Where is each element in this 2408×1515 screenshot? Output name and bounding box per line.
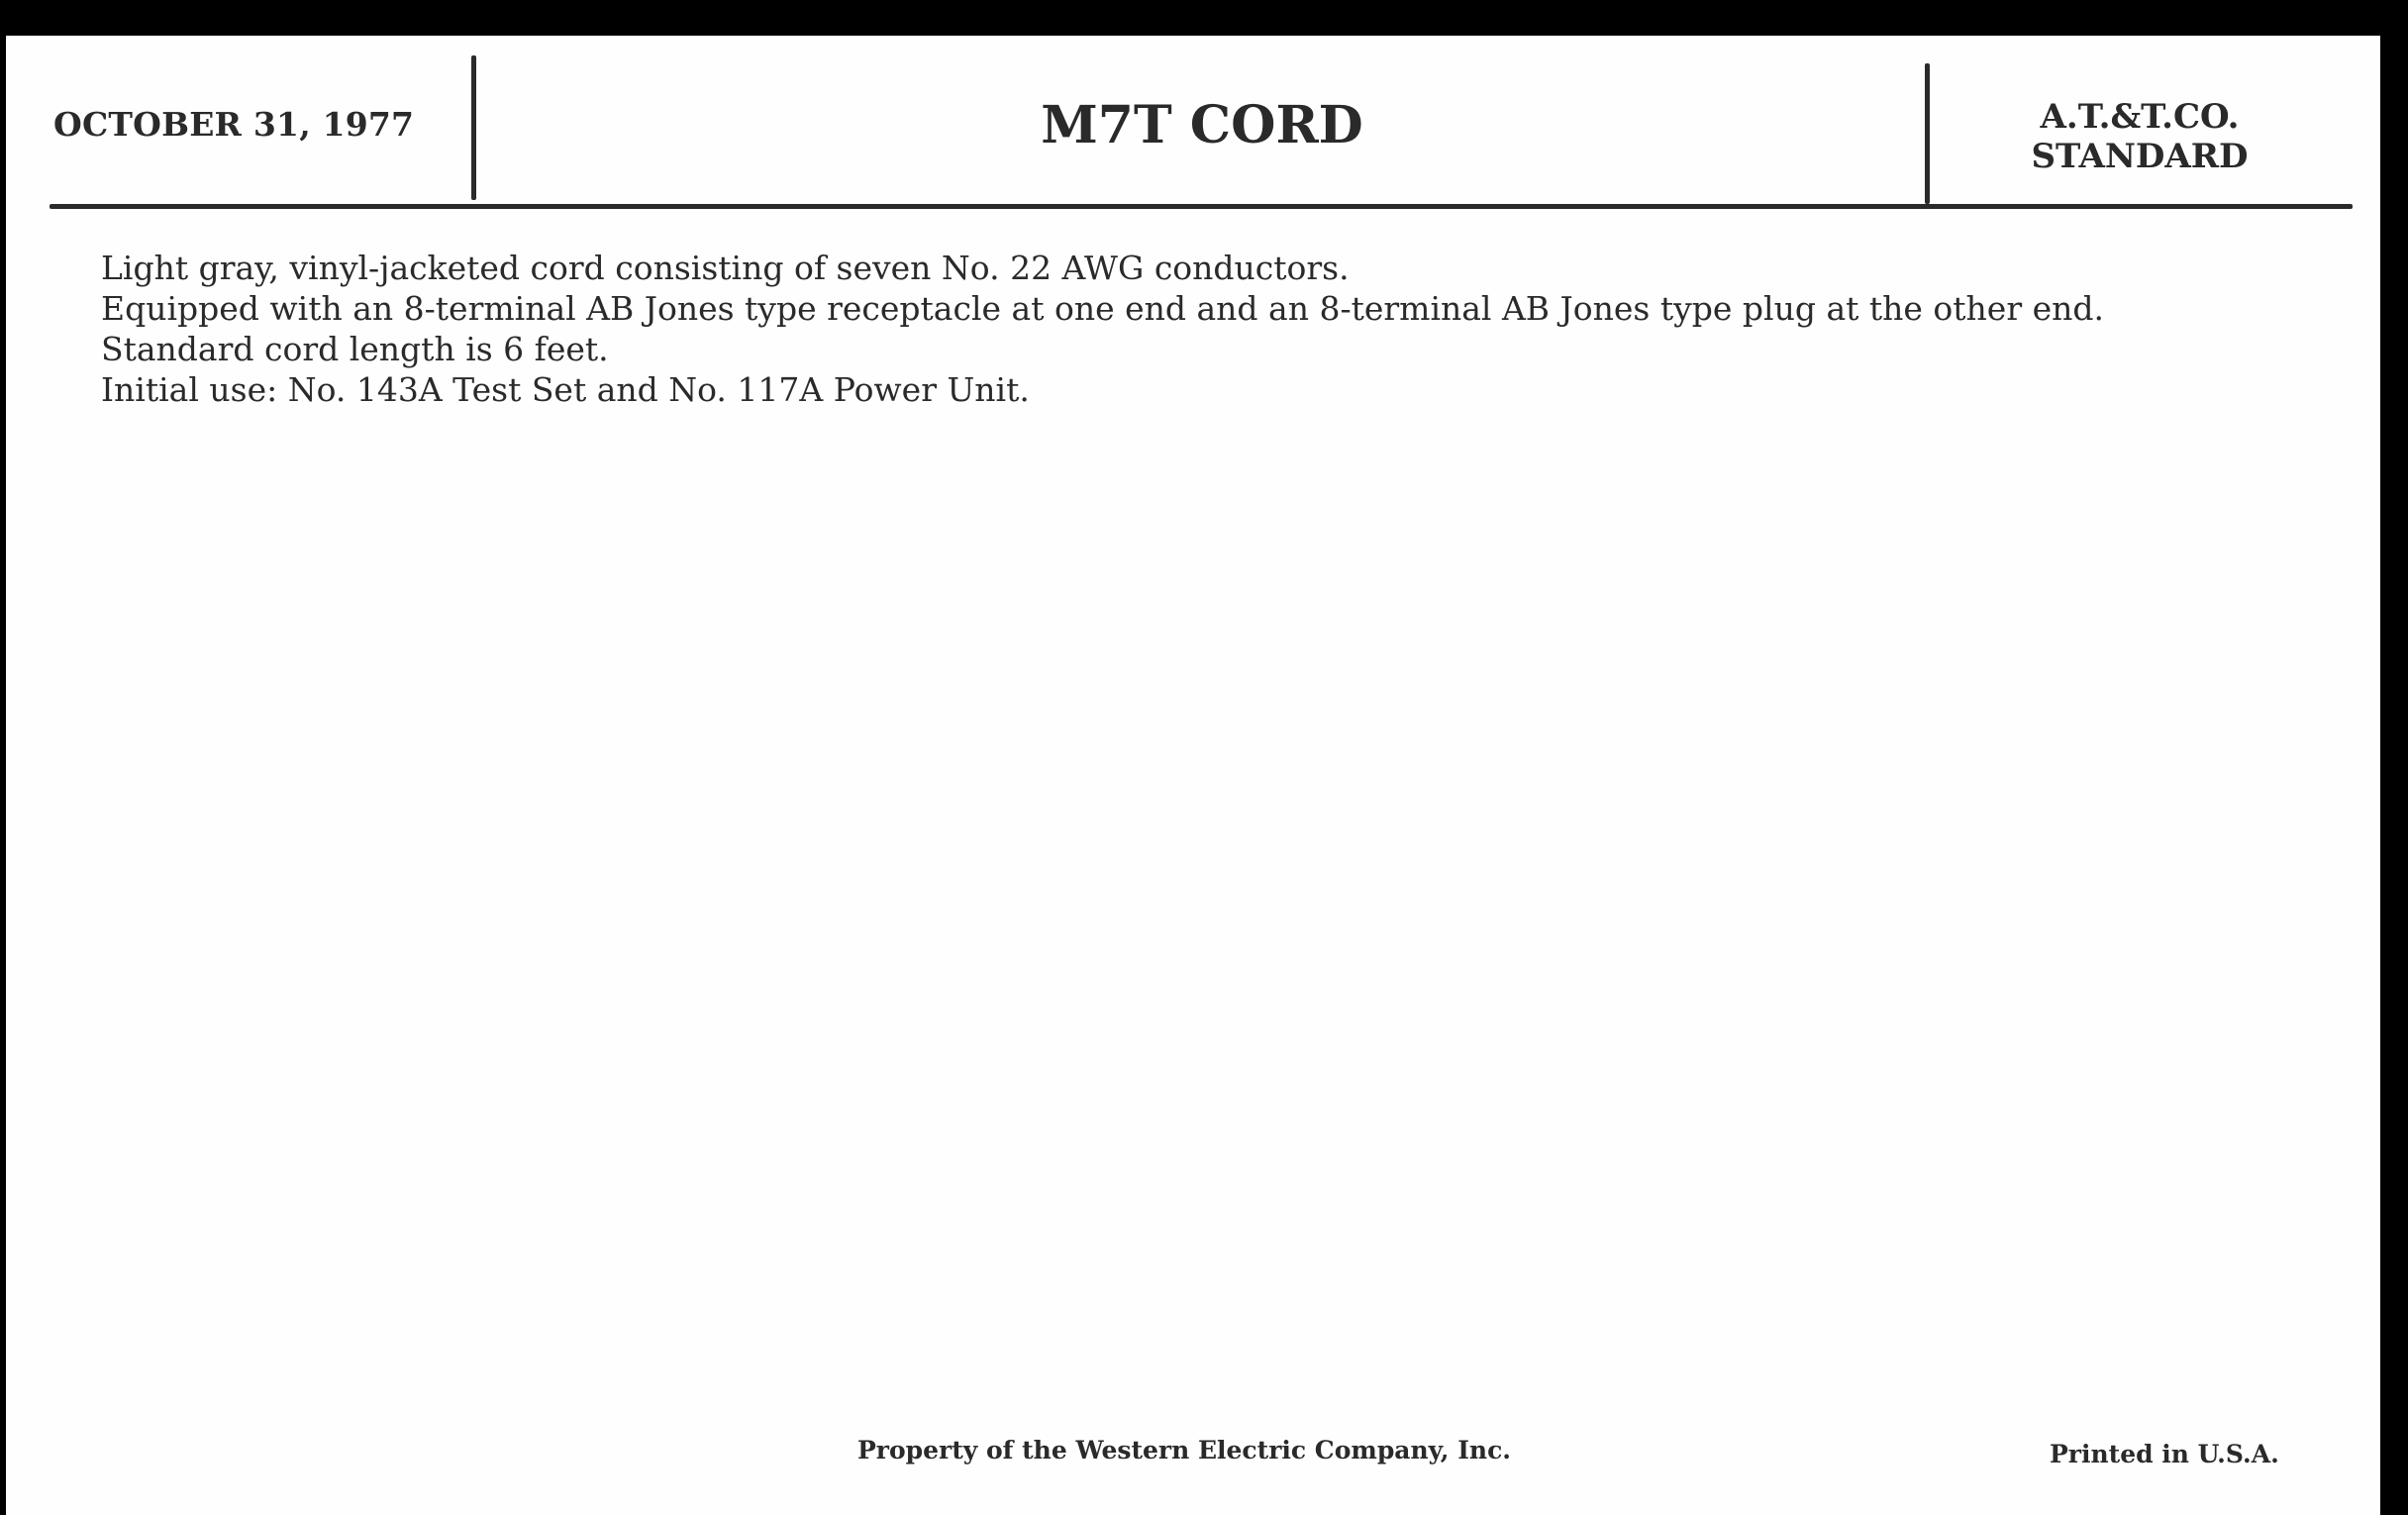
header-divider-right [1925,63,1930,204]
footer-property-note: Property of the Western Electric Company, Inc. [857,1436,1512,1464]
document-date: OCTOBER 31, 1977 [53,105,415,144]
description-line: Initial use: No. 143A Test Set and No. 117A Power Unit. [101,370,1030,409]
footer-printed-note: Printed in U.S.A. [2050,1440,2279,1468]
document-title: M7T CORD [1041,95,1363,155]
header-divider-left [471,55,476,200]
standard-line-1: A.T.&T.CO. [2040,97,2240,137]
scan-edge [2380,0,2408,1515]
standard-designation [1933,97,2347,176]
description-line: Light gray, vinyl-jacketed cord consisting of seven No. 22 AWG conductors. [101,249,1350,287]
standard-line-2: STANDARD [2031,137,2249,176]
document-card [6,36,2380,1515]
description-line: Equipped with an 8-terminal AB Jones type receptacle at one end and an 8-terminal AB Jones type plug at the other end. [101,289,2104,328]
description-line: Standard cord length is 6 feet. [101,330,609,368]
header-rule [50,204,2353,209]
description-block [101,248,2358,410]
